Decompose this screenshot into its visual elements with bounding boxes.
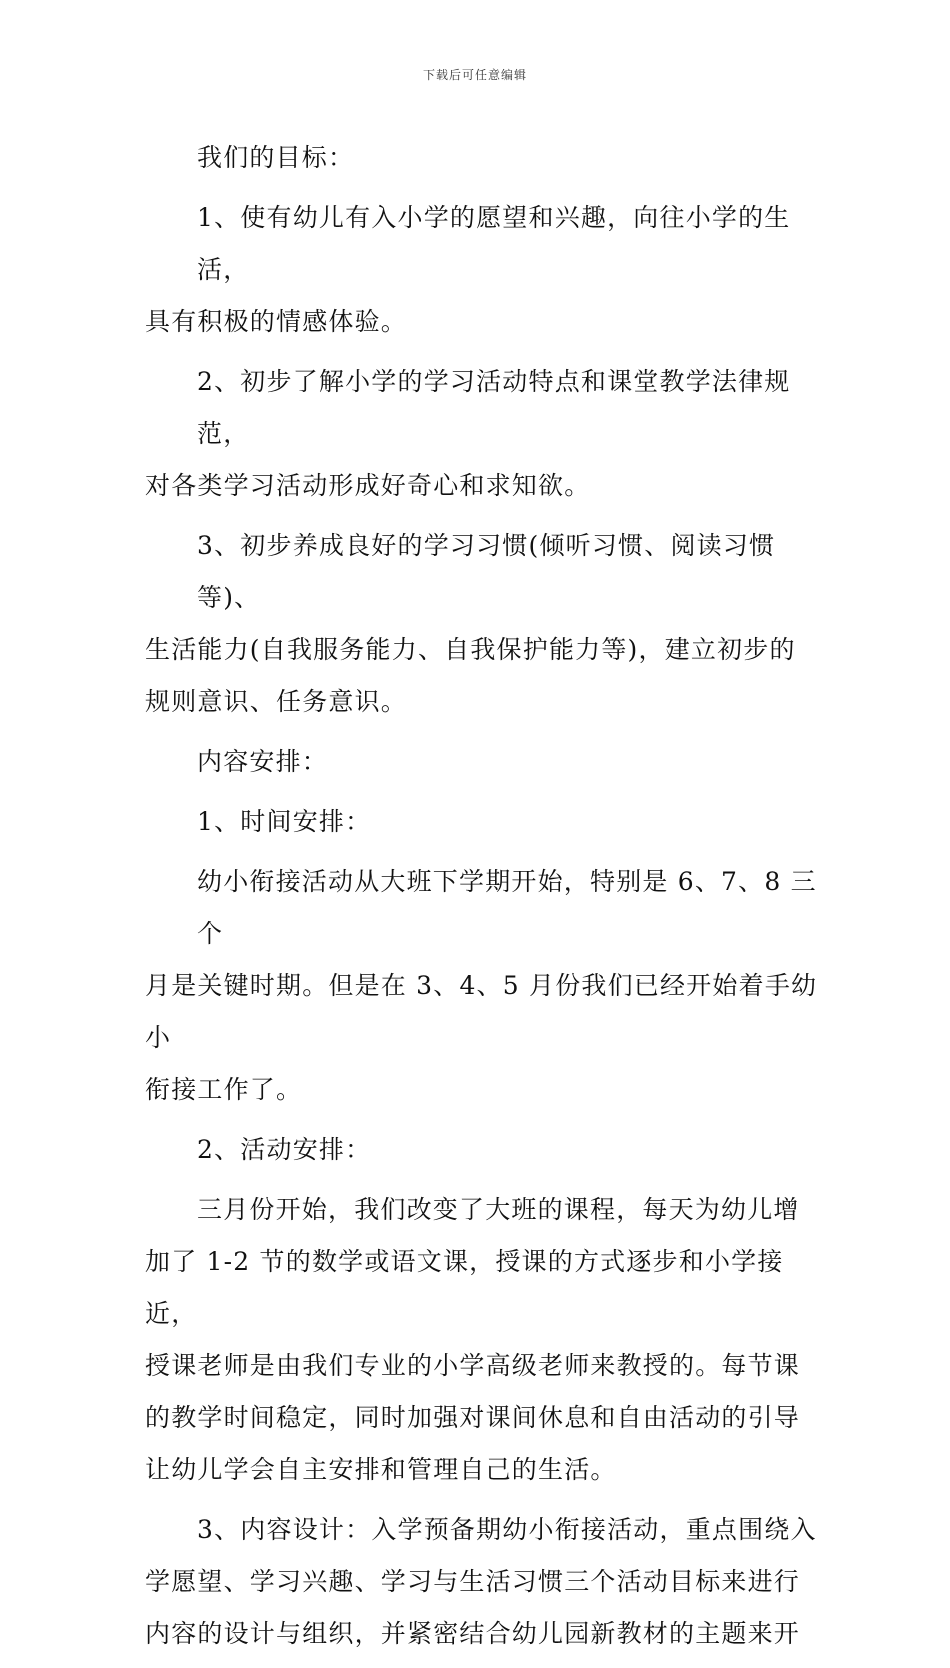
- text-line: 2、活动安排：: [197, 1135, 372, 1164]
- text-line: 的教学时间稳定，同时加强对课间休息和自由活动的引导: [145, 1403, 801, 1432]
- paragraph-activity-heading: [145, 1124, 825, 1176]
- paragraph-time-heading: [145, 796, 825, 848]
- text-line: 衔接工作了。: [145, 1075, 303, 1104]
- text-line: 学愿望、学习兴趣、学习与生活习惯三个活动目标来进行: [145, 1567, 801, 1596]
- page-header-note: 下载后可任意编辑: [422, 68, 527, 82]
- text-line: 3、内容设计：入学预备期幼小衔接活动，重点围绕入: [197, 1515, 817, 1544]
- text-line: 规则意识、任务意识。: [145, 687, 408, 716]
- paragraph-activity-body: [145, 1184, 825, 1496]
- text-line: 3、初步养成良好的学习习惯(倾听习惯、阅读习惯等)、: [197, 531, 776, 612]
- text-line: 对各类学习活动形成好奇心和求知欲。: [145, 471, 591, 500]
- text-line: 生活能力(自我服务能力、自我保护能力等)，建立初步的: [145, 635, 796, 664]
- text-line: 幼小衔接活动从大班下学期开始，特别是 6、7、8 三个: [197, 867, 817, 948]
- document-body: [145, 132, 825, 1668]
- paragraph-design-body: [145, 1504, 825, 1660]
- text-line: 三月份开始，我们改变了大班的课程，每天为幼儿增: [197, 1195, 800, 1224]
- paragraph-goal-3: [145, 520, 825, 728]
- text-line: 2、初步了解小学的学习活动特点和课堂教学法律规范，: [197, 367, 791, 448]
- text-line: 我们的目标：: [197, 143, 355, 172]
- text-line: 加了 1-2 节的数学或语文课，授课的方式逐步和小学接近，: [145, 1247, 784, 1328]
- text-line: 授课老师是由我们专业的小学高级老师来教授的。每节课: [145, 1351, 801, 1380]
- text-line: 月是关键时期。但是在 3、4、5 月份我们已经开始着手幼小: [145, 971, 818, 1052]
- paragraph-time-body: [145, 856, 825, 1116]
- text-line: 内容安排：: [197, 747, 329, 776]
- text-line: 1、时间安排：: [197, 807, 372, 836]
- paragraph-goals-heading: [145, 132, 825, 184]
- text-line: 让幼儿学会自主安排和管理自己的生活。: [145, 1455, 617, 1484]
- text-line: 内容的设计与组织，并紧密结合幼儿园新教材的主题来开: [145, 1619, 801, 1648]
- paragraph-goal-1: [145, 192, 825, 348]
- paragraph-goal-2: [145, 356, 825, 512]
- paragraph-content-heading: [145, 736, 825, 788]
- text-line: 具有积极的情感体验。: [145, 307, 408, 336]
- text-line: 1、使有幼儿有入小学的愿望和兴趣，向往小学的生活，: [197, 203, 791, 284]
